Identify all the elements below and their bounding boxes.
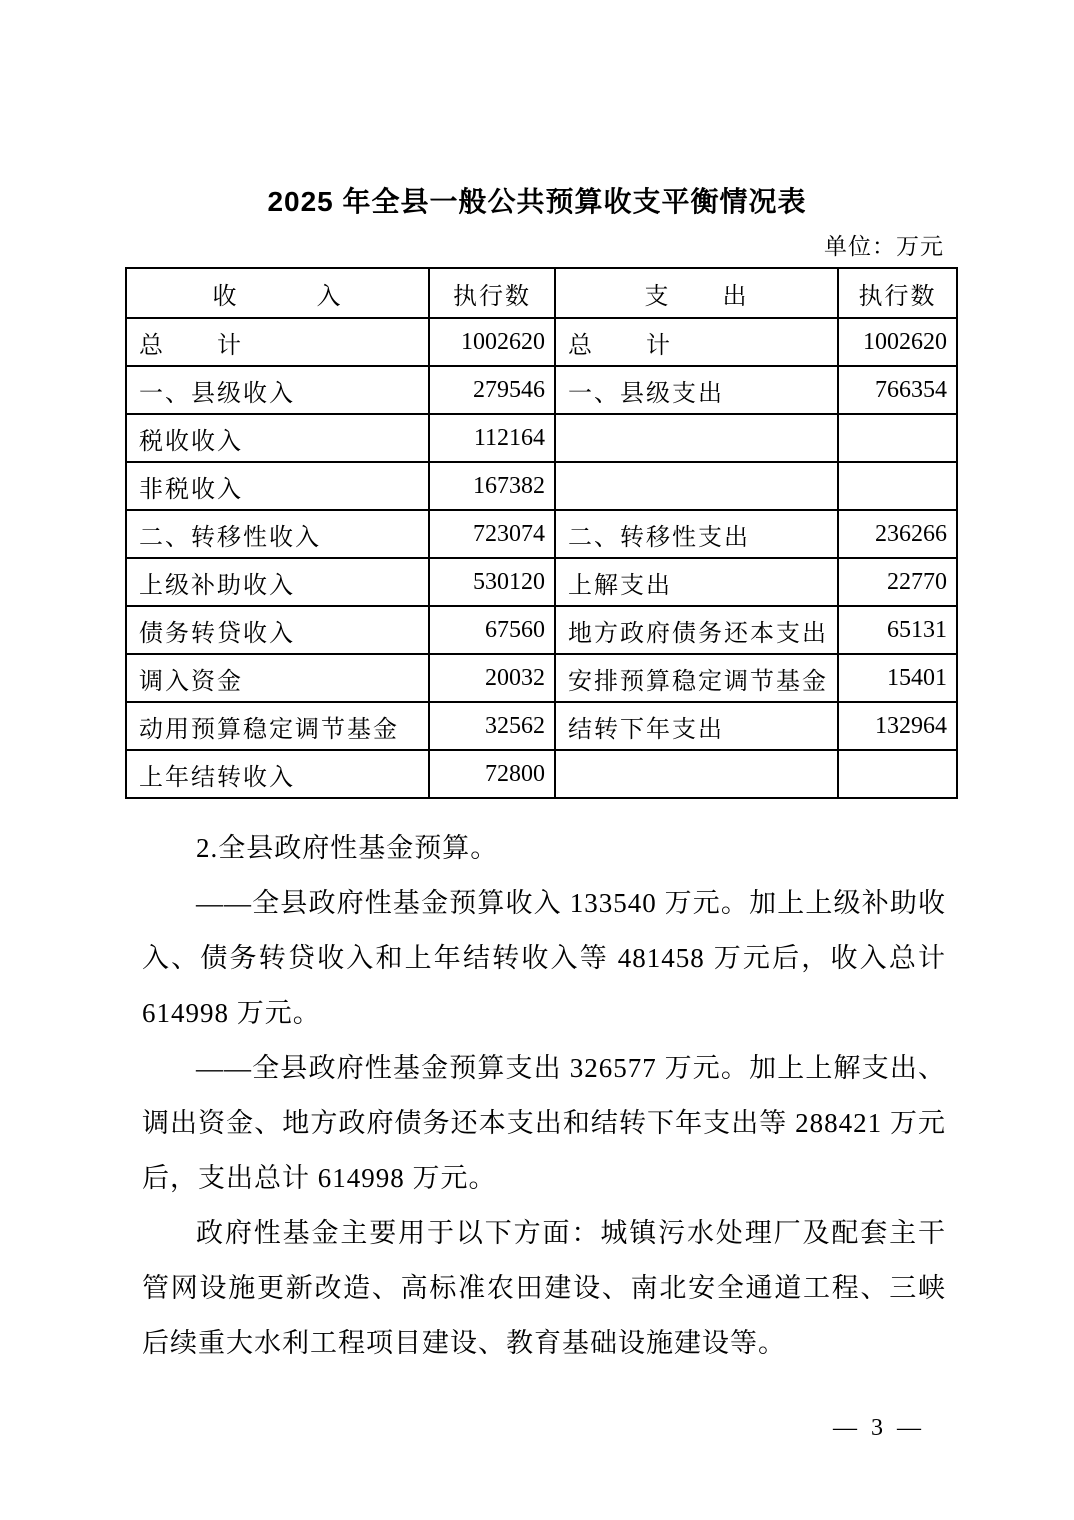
expense-value-cell xyxy=(838,462,957,510)
header-income-exec: 执行数 xyxy=(429,268,555,318)
header-income: 收 入 xyxy=(126,268,429,318)
income-value-cell: 167382 xyxy=(429,462,555,510)
expense-label-cell: 二、转移性支出 xyxy=(555,510,838,558)
expense-label-cell: 结转下年支出 xyxy=(555,702,838,750)
expense-label-cell xyxy=(555,750,838,798)
unit-note: 单位：万元 xyxy=(824,234,944,259)
income-value-cell: 67560 xyxy=(429,606,555,654)
income-label-cell: 二、转移性收入 xyxy=(126,510,429,558)
expense-value-cell: 236266 xyxy=(838,510,957,558)
expense-value-cell: 132964 xyxy=(838,702,957,750)
expense-label-cell xyxy=(555,462,838,510)
income-value-cell: 530120 xyxy=(429,558,555,606)
header-expense: 支 出 xyxy=(555,268,838,318)
table-row xyxy=(126,750,957,798)
expense-label-cell: 安排预算稳定调节基金 xyxy=(555,654,838,702)
income-label-cell: 一、县级收入 xyxy=(126,366,429,414)
expense-label-cell: 总 计 xyxy=(555,318,838,366)
header-expense-exec: 执行数 xyxy=(838,268,957,318)
income-label-cell: 上级补助收入 xyxy=(126,558,429,606)
income-value-cell: 279546 xyxy=(429,366,555,414)
expense-value-cell: 15401 xyxy=(838,654,957,702)
expense-label-cell: 地方政府债务还本支出 xyxy=(555,606,838,654)
paragraph-fund-budget-heading: 2.全县政府性基金预算。 xyxy=(196,833,499,863)
income-value-cell: 112164 xyxy=(429,414,555,462)
paragraph-fund-income: ——全县政府性基金预算收入 133540 万元。加上上级补助收入、债务转贷收入和上年结转收入等 481458 万元后，收入总计 614998 万元。 xyxy=(142,888,946,1028)
page-title: 2025 年全县一般公共预算收支平衡情况表 xyxy=(267,186,807,217)
income-label-cell: 上年结转收入 xyxy=(126,750,429,798)
income-value-cell: 32562 xyxy=(429,702,555,750)
table-row xyxy=(126,510,957,558)
budget-balance-table xyxy=(125,267,958,799)
income-label-cell: 税收收入 xyxy=(126,414,429,462)
body-text-block xyxy=(142,821,946,1371)
expense-value-cell: 65131 xyxy=(838,606,957,654)
expense-value-cell xyxy=(838,414,957,462)
income-value-cell: 72800 xyxy=(429,750,555,798)
income-label-cell: 调入资金 xyxy=(126,654,429,702)
income-label-cell: 总 计 xyxy=(126,318,429,366)
expense-value-cell: 1002620 xyxy=(838,318,957,366)
income-value-cell: 723074 xyxy=(429,510,555,558)
table-row xyxy=(126,366,957,414)
expense-value-cell: 766354 xyxy=(838,366,957,414)
table-header-row xyxy=(126,268,957,318)
expense-label-cell: 一、县级支出 xyxy=(555,366,838,414)
income-value-cell: 20032 xyxy=(429,654,555,702)
table-row xyxy=(126,318,957,366)
table-row xyxy=(126,606,957,654)
expense-value-cell: 22770 xyxy=(838,558,957,606)
expense-label-cell: 上解支出 xyxy=(555,558,838,606)
table-row xyxy=(126,654,957,702)
income-label-cell: 非税收入 xyxy=(126,462,429,510)
table-row xyxy=(126,462,957,510)
expense-label-cell xyxy=(555,414,838,462)
expense-value-cell xyxy=(838,750,957,798)
income-value-cell: 1002620 xyxy=(429,318,555,366)
page-number: — 3 — xyxy=(833,1415,925,1441)
table-row xyxy=(126,558,957,606)
income-label-cell: 债务转贷收入 xyxy=(126,606,429,654)
table-row xyxy=(126,414,957,462)
income-label-cell: 动用预算稳定调节基金 xyxy=(126,702,429,750)
paragraph-fund-expense: ——全县政府性基金预算支出 326577 万元。加上上解支出、调出资金、地方政府债务还本支出和结转下年支出等 288421 万元后，支出总计 614998 万元。 xyxy=(142,1053,946,1193)
paragraph-fund-usage: 政府性基金主要用于以下方面：城镇污水处理厂及配套主干管网设施更新改造、高标准农田建设、南北安全通道工程、三峡后续重大水利工程项目建设、教育基础设施建设等。 xyxy=(142,1218,946,1358)
table-row xyxy=(126,702,957,750)
